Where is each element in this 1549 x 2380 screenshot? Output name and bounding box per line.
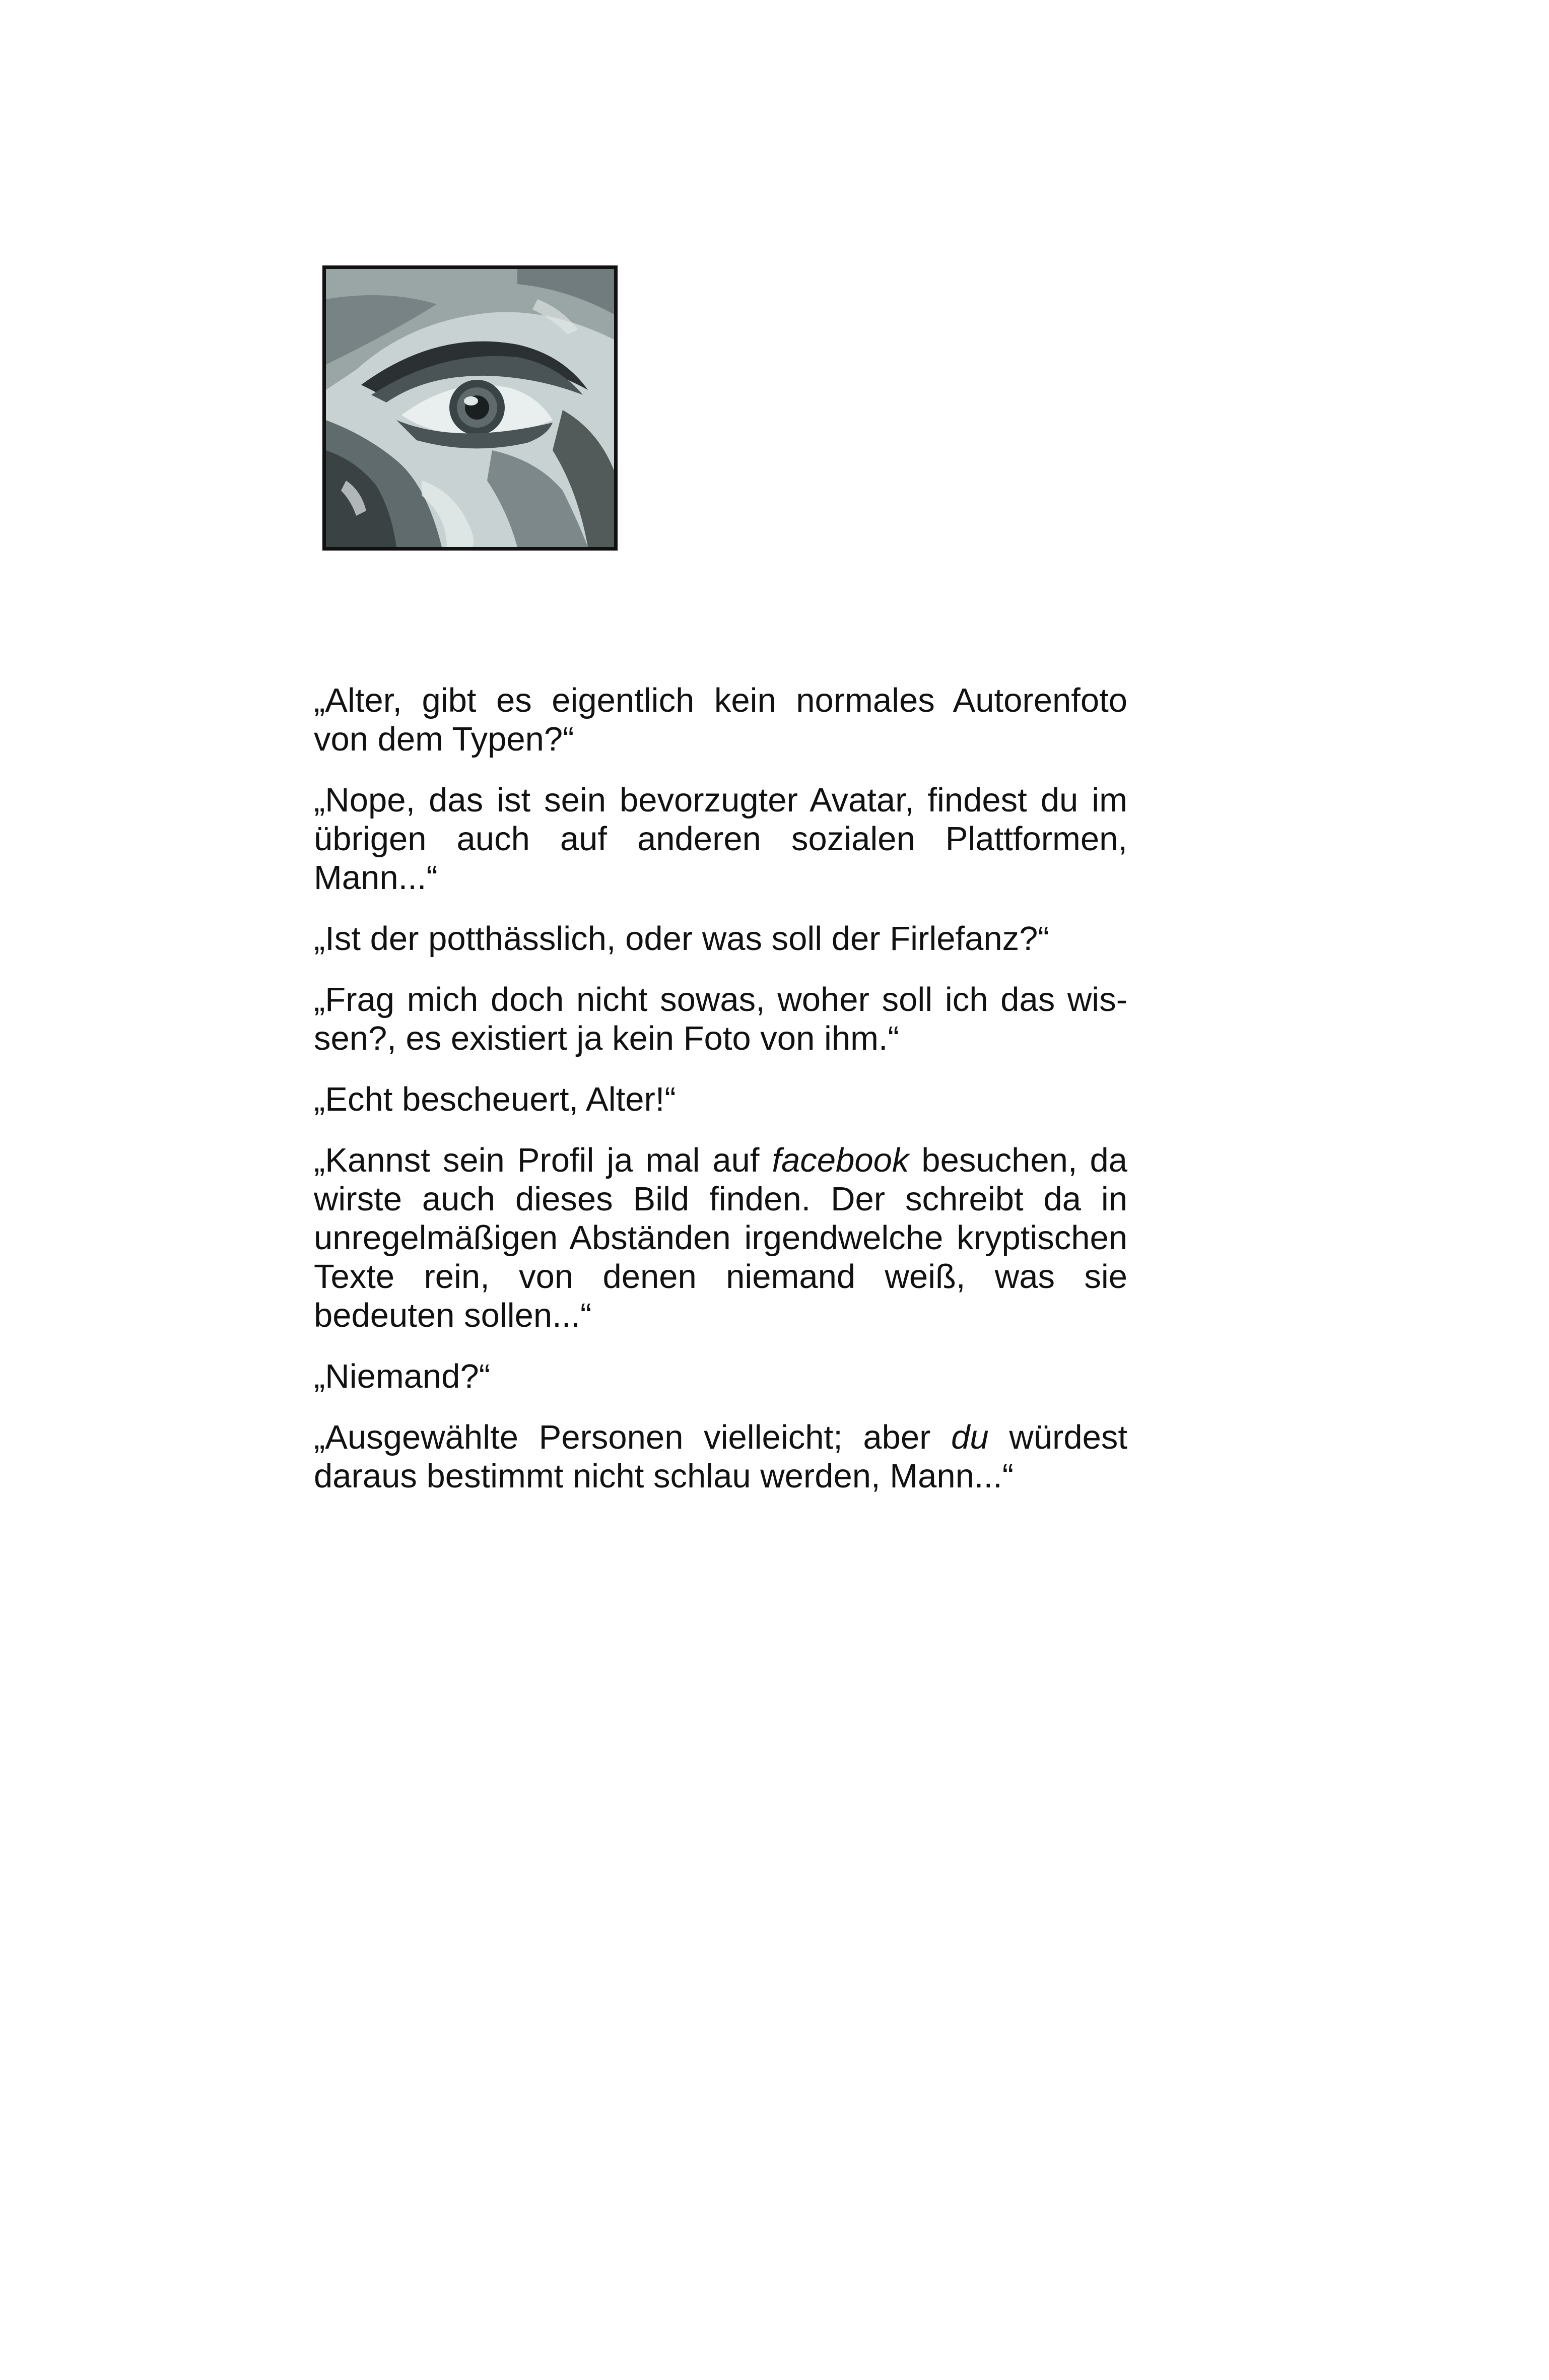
paragraph — [314, 681, 1127, 759]
emphasis-text: facebook — [772, 1141, 909, 1179]
text-segment: „Nope, das ist sein bevorzugter Avatar, findest du im übrigen auch auf anderen sozialen Plattformen, Mann...“ — [314, 781, 1127, 897]
paragraph — [314, 1080, 1127, 1119]
paragraph — [314, 1357, 1127, 1396]
paragraph — [314, 980, 1127, 1058]
eye-avatar-icon — [326, 269, 614, 547]
text-segment: „Niemand?“ — [314, 1357, 491, 1395]
text-segment: „Echt bescheuert, Alter!“ — [314, 1080, 676, 1118]
paragraph — [314, 1141, 1127, 1335]
emphasis-text: du — [951, 1418, 989, 1456]
dialogue-text — [314, 681, 1127, 1518]
text-segment: „Ist der potthässlich, oder was soll der Firlefanz?“ — [314, 920, 1049, 958]
text-segment: „Alter, gibt es eigentlich kein normales Autorenfoto von dem Typen?“ — [314, 682, 1127, 758]
paragraph — [314, 919, 1127, 958]
author-avatar — [322, 265, 618, 551]
paragraph — [314, 781, 1127, 897]
text-segment: besuchen, da wirste auch dieses Bild finden. Der schreibt da in unregelmäßigen Abständen irgendwelche kryptischen Texte rein, von denen niemand weiß, was sie bedeuten sollen...“ — [314, 1141, 1127, 1334]
text-segment: „Ausgewählte Personen vielleicht; aber — [314, 1418, 952, 1456]
text-segment: „Kannst sein Profil ja mal auf — [314, 1141, 772, 1179]
text-segment: „Frag mich doch nicht sowas, woher soll ich das wissen?, es existiert ja kein Foto von ihm.“ — [314, 981, 1127, 1057]
paragraph — [314, 1418, 1127, 1495]
text-segment: würdest daraus bestimmt nicht schlau werden, Mann...“ — [314, 1418, 1127, 1495]
